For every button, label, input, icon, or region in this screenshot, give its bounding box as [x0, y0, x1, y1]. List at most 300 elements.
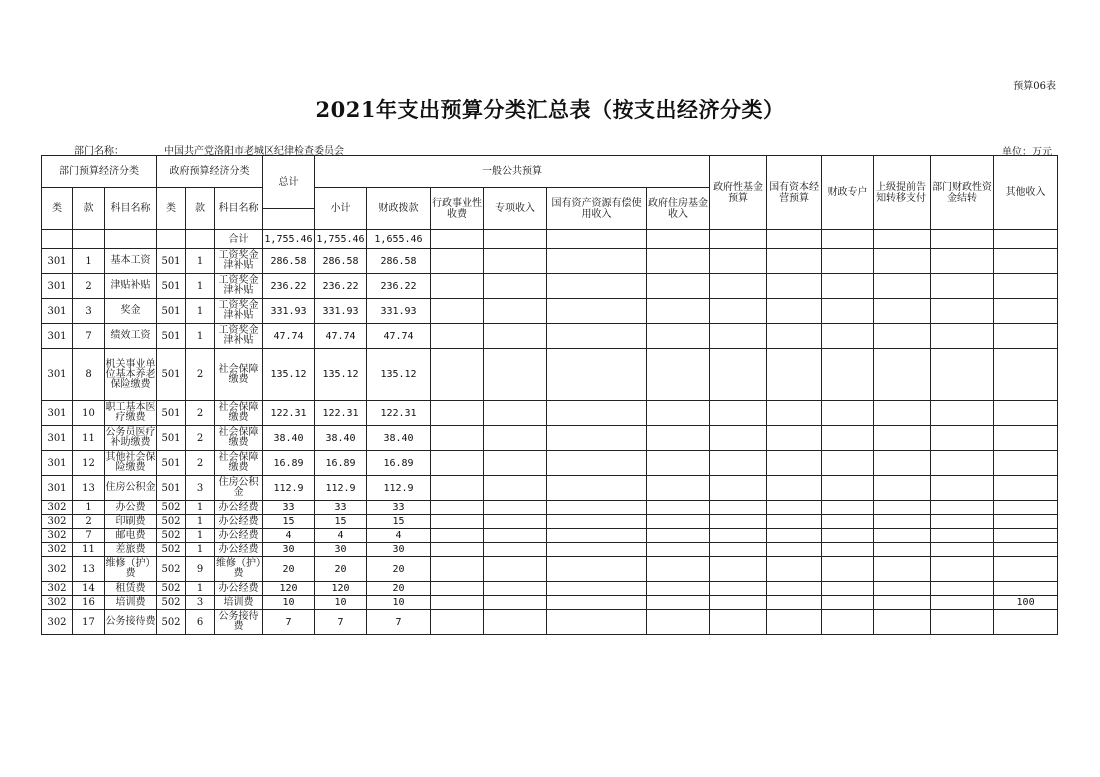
row-gov-lei: 502 — [157, 582, 186, 596]
row-empty-cell — [431, 476, 484, 501]
row-empty-cell — [874, 582, 931, 596]
row-item-name: 基本工资 — [105, 249, 157, 274]
header-housing-fund: 政府住房基金收入 — [647, 188, 710, 230]
row-empty-cell — [931, 324, 994, 349]
row-empty-cell — [874, 476, 931, 501]
row-empty-cell — [431, 324, 484, 349]
row-kuan: 2 — [73, 274, 105, 299]
row-item-name: 绩效工资 — [105, 324, 157, 349]
row-gov-lei: 501 — [157, 299, 186, 324]
row-empty-cell — [647, 349, 710, 401]
row-gov-lei: 501 — [157, 274, 186, 299]
row-empty-cell — [431, 596, 484, 610]
table-row — [42, 401, 1058, 426]
table-row — [42, 249, 1058, 274]
row-item-name: 奖金 — [105, 299, 157, 324]
table-row — [42, 582, 1058, 596]
row-kuan: 1 — [73, 249, 105, 274]
row-empty-cell — [874, 596, 931, 610]
row-subtotal: 4 — [315, 529, 367, 543]
row-empty-cell — [931, 249, 994, 274]
row-empty-cell — [431, 274, 484, 299]
header-subtotal: 小计 — [315, 188, 367, 230]
row-subtotal: 15 — [315, 515, 367, 529]
header-total: 总计 — [263, 156, 315, 209]
row-lei: 301 — [42, 249, 73, 274]
row-item-name: 印刷费 — [105, 515, 157, 529]
row-lei: 301 — [42, 476, 73, 501]
row-gov-kuan: 1 — [186, 249, 215, 274]
row-other-income — [994, 249, 1058, 274]
row-appropriation: 122.31 — [367, 401, 431, 426]
unit-label: 单位：万元 — [1002, 147, 1052, 158]
row-empty-cell — [931, 529, 994, 543]
table-row — [42, 501, 1058, 515]
row-subtotal: 236.22 — [315, 274, 367, 299]
row-subtotal: 16.89 — [315, 451, 367, 476]
row-item-name: 公务员医疗补助缴费 — [105, 426, 157, 451]
row-total: 16.89 — [263, 451, 315, 476]
row-empty-cell — [431, 451, 484, 476]
row-kuan: 17 — [73, 610, 105, 635]
row-other-income — [994, 324, 1058, 349]
row-empty-cell — [647, 451, 710, 476]
row-empty-cell — [767, 501, 822, 515]
row-empty-cell — [710, 610, 767, 635]
row-empty-cell — [484, 349, 547, 401]
table-body — [42, 230, 1058, 635]
row-empty-cell — [547, 557, 647, 582]
row-appropriation: 47.74 — [367, 324, 431, 349]
row-empty-cell — [710, 274, 767, 299]
row-total: 20 — [263, 557, 315, 582]
row-other-income — [994, 274, 1058, 299]
row-empty-cell — [484, 610, 547, 635]
row-subtotal: 47.74 — [315, 324, 367, 349]
row-kuan: 1 — [73, 501, 105, 515]
row-empty-cell — [822, 451, 874, 476]
header-gov-kuan: 款 — [186, 188, 215, 230]
row-empty-cell — [484, 324, 547, 349]
header-dept-econ: 部门预算经济分类 — [42, 156, 157, 188]
row-empty-cell — [767, 451, 822, 476]
row-kuan: 14 — [73, 582, 105, 596]
row-appropriation: 286.58 — [367, 249, 431, 274]
row-empty-cell — [547, 324, 647, 349]
row-empty-cell — [822, 582, 874, 596]
row-item-name: 差旅费 — [105, 543, 157, 557]
row-empty-cell — [647, 401, 710, 426]
row-empty-cell — [710, 501, 767, 515]
row-gov-item-name: 社会保障缴费 — [215, 401, 263, 426]
table-row — [42, 515, 1058, 529]
row-other-income — [994, 501, 1058, 515]
row-gov-lei: 501 — [157, 476, 186, 501]
row-empty-cell — [931, 274, 994, 299]
row-gov-item-name: 社会保障缴费 — [215, 349, 263, 401]
row-total: 135.12 — [263, 349, 315, 401]
row-total: 38.40 — [263, 426, 315, 451]
total-value: 1,755.46 — [263, 230, 315, 249]
row-kuan: 7 — [73, 529, 105, 543]
row-gov-kuan: 3 — [186, 596, 215, 610]
table-row — [42, 476, 1058, 501]
row-other-income — [994, 349, 1058, 401]
row-empty-cell — [874, 426, 931, 451]
row-other-income — [994, 557, 1058, 582]
row-empty-cell — [547, 476, 647, 501]
row-subtotal: 120 — [315, 582, 367, 596]
header-kuan: 款 — [73, 188, 105, 230]
row-appropriation: 16.89 — [367, 451, 431, 476]
row-empty-cell — [874, 249, 931, 274]
row-empty-cell — [874, 274, 931, 299]
row-lei: 302 — [42, 515, 73, 529]
row-appropriation: 4 — [367, 529, 431, 543]
row-empty-cell — [484, 249, 547, 274]
row-empty-cell — [767, 582, 822, 596]
row-empty-cell — [431, 543, 484, 557]
row-empty-cell — [484, 274, 547, 299]
row-empty-cell — [822, 426, 874, 451]
header-gov-fund: 政府性基金预算 — [710, 156, 767, 230]
row-subtotal: 38.40 — [315, 426, 367, 451]
row-empty-cell — [547, 451, 647, 476]
row-appropriation: 112.9 — [367, 476, 431, 501]
row-kuan: 13 — [73, 557, 105, 582]
row-lei: 302 — [42, 557, 73, 582]
row-subtotal: 112.9 — [315, 476, 367, 501]
row-empty-cell — [767, 426, 822, 451]
row-other-income — [994, 529, 1058, 543]
row-other-income — [994, 401, 1058, 426]
row-empty-cell — [874, 515, 931, 529]
row-appropriation: 331.93 — [367, 299, 431, 324]
row-empty-cell — [822, 501, 874, 515]
row-empty-cell — [822, 299, 874, 324]
row-item-name: 维修（护）费 — [105, 557, 157, 582]
row-kuan: 7 — [73, 324, 105, 349]
row-total: 112.9 — [263, 476, 315, 501]
row-appropriation: 38.40 — [367, 426, 431, 451]
row-gov-item-name: 工资奖金津补贴 — [215, 324, 263, 349]
header-lei: 类 — [42, 188, 73, 230]
row-empty-cell — [931, 451, 994, 476]
table-row — [42, 610, 1058, 635]
row-empty-cell — [647, 324, 710, 349]
row-subtotal: 331.93 — [315, 299, 367, 324]
row-gov-item-name: 社会保障缴费 — [215, 426, 263, 451]
row-subtotal: 135.12 — [315, 349, 367, 401]
row-other-income — [994, 582, 1058, 596]
row-kuan: 11 — [73, 543, 105, 557]
row-empty-cell — [822, 610, 874, 635]
row-item-name: 住房公积金 — [105, 476, 157, 501]
row-lei: 301 — [42, 451, 73, 476]
row-empty-cell — [647, 529, 710, 543]
row-empty-cell — [710, 582, 767, 596]
row-total: 236.22 — [263, 274, 315, 299]
row-empty-cell — [431, 515, 484, 529]
row-item-name: 办公费 — [105, 501, 157, 515]
row-empty-cell — [931, 476, 994, 501]
header-admin-fees: 行政事业性收费 — [431, 188, 484, 230]
row-empty-cell — [874, 501, 931, 515]
row-empty-cell — [710, 426, 767, 451]
row-empty-cell — [484, 515, 547, 529]
header-other-income: 其他收入 — [994, 156, 1058, 230]
row-gov-kuan: 1 — [186, 515, 215, 529]
row-lei: 302 — [42, 543, 73, 557]
row-gov-item-name: 工资奖金津补贴 — [215, 299, 263, 324]
row-gov-lei: 502 — [157, 543, 186, 557]
row-other-income — [994, 476, 1058, 501]
row-empty-cell — [931, 426, 994, 451]
row-other-income — [994, 451, 1058, 476]
row-appropriation: 20 — [367, 557, 431, 582]
row-other-income — [994, 299, 1058, 324]
table-row — [42, 426, 1058, 451]
table-row — [42, 529, 1058, 543]
table-row — [42, 557, 1058, 582]
row-kuan: 12 — [73, 451, 105, 476]
row-lei: 302 — [42, 582, 73, 596]
header-special-income: 专项收入 — [484, 188, 547, 230]
header-fiscal-special: 财政专户 — [822, 156, 874, 230]
row-empty-cell — [484, 582, 547, 596]
row-item-name: 其他社会保险缴费 — [105, 451, 157, 476]
row-gov-kuan: 1 — [186, 529, 215, 543]
row-empty-cell — [822, 249, 874, 274]
table-row — [42, 299, 1058, 324]
row-empty-cell — [822, 274, 874, 299]
header-state-capital: 国有资本经营预算 — [767, 156, 822, 230]
row-empty-cell — [710, 529, 767, 543]
row-empty-cell — [931, 515, 994, 529]
table-row — [42, 451, 1058, 476]
row-empty-cell — [767, 596, 822, 610]
row-appropriation: 10 — [367, 596, 431, 610]
row-lei: 302 — [42, 501, 73, 515]
row-gov-kuan: 2 — [186, 451, 215, 476]
row-empty-cell — [931, 596, 994, 610]
row-empty-cell — [547, 529, 647, 543]
row-gov-item-name: 住房公积金 — [215, 476, 263, 501]
row-empty-cell — [710, 596, 767, 610]
row-empty-cell — [431, 529, 484, 543]
row-empty-cell — [710, 249, 767, 274]
row-empty-cell — [431, 249, 484, 274]
row-empty-cell — [547, 349, 647, 401]
header-carryover: 部门财政性资金结转 — [931, 156, 994, 230]
row-gov-kuan: 1 — [186, 543, 215, 557]
row-empty-cell — [767, 543, 822, 557]
row-kuan: 13 — [73, 476, 105, 501]
row-empty-cell — [547, 596, 647, 610]
row-empty-cell — [767, 249, 822, 274]
row-empty-cell — [647, 501, 710, 515]
row-empty-cell — [767, 349, 822, 401]
row-empty-cell — [767, 529, 822, 543]
row-empty-cell — [874, 299, 931, 324]
row-empty-cell — [931, 299, 994, 324]
row-gov-item-name: 公务接待费 — [215, 610, 263, 635]
row-gov-kuan: 2 — [186, 426, 215, 451]
row-lei: 301 — [42, 401, 73, 426]
row-gov-lei: 502 — [157, 610, 186, 635]
header-total-spacer — [263, 209, 315, 230]
table-row — [42, 596, 1058, 610]
row-empty-cell — [874, 401, 931, 426]
row-empty-cell — [710, 451, 767, 476]
row-empty-cell — [547, 610, 647, 635]
row-total: 286.58 — [263, 249, 315, 274]
row-empty-cell — [484, 529, 547, 543]
row-empty-cell — [484, 501, 547, 515]
row-kuan: 10 — [73, 401, 105, 426]
row-empty-cell — [931, 557, 994, 582]
row-gov-lei: 501 — [157, 426, 186, 451]
row-empty-cell — [710, 543, 767, 557]
row-appropriation: 33 — [367, 501, 431, 515]
row-empty-cell — [647, 596, 710, 610]
header-gov-econ: 政府预算经济分类 — [157, 156, 263, 188]
table-row — [42, 543, 1058, 557]
row-appropriation: 30 — [367, 543, 431, 557]
row-gov-kuan: 1 — [186, 324, 215, 349]
row-empty-cell — [431, 401, 484, 426]
row-empty-cell — [874, 610, 931, 635]
row-empty-cell — [484, 543, 547, 557]
row-lei: 302 — [42, 529, 73, 543]
row-empty-cell — [767, 610, 822, 635]
row-empty-cell — [647, 582, 710, 596]
row-subtotal: 33 — [315, 501, 367, 515]
total-subtotal: 1,755.46 — [315, 230, 367, 249]
row-subtotal: 286.58 — [315, 249, 367, 274]
row-empty-cell — [647, 426, 710, 451]
row-other-income — [994, 610, 1058, 635]
row-empty-cell — [431, 299, 484, 324]
row-empty-cell — [767, 557, 822, 582]
row-empty-cell — [931, 582, 994, 596]
row-empty-cell — [822, 324, 874, 349]
row-empty-cell — [547, 401, 647, 426]
row-gov-kuan: 1 — [186, 501, 215, 515]
row-empty-cell — [931, 401, 994, 426]
row-empty-cell — [647, 274, 710, 299]
row-empty-cell — [547, 249, 647, 274]
row-subtotal: 10 — [315, 596, 367, 610]
department-value: 中国共产党洛阳市老城区纪律检查委员会 — [164, 146, 344, 157]
row-empty-cell — [647, 249, 710, 274]
header-general-budget: 一般公共预算 — [315, 156, 710, 188]
row-gov-item-name: 办公经费 — [215, 543, 263, 557]
row-empty-cell — [767, 476, 822, 501]
row-empty-cell — [647, 543, 710, 557]
row-empty-cell — [767, 324, 822, 349]
row-gov-item-name: 工资奖金津补贴 — [215, 274, 263, 299]
row-empty-cell — [931, 543, 994, 557]
row-empty-cell — [874, 324, 931, 349]
row-lei: 302 — [42, 610, 73, 635]
row-empty-cell — [547, 543, 647, 557]
header-superior-transfer: 上级提前告知转移支付 — [874, 156, 931, 230]
row-other-income — [994, 543, 1058, 557]
row-gov-lei: 502 — [157, 501, 186, 515]
row-empty-cell — [710, 324, 767, 349]
row-total: 30 — [263, 543, 315, 557]
header-item-name: 科目名称 — [105, 188, 157, 230]
row-empty-cell — [874, 557, 931, 582]
row-empty-cell — [484, 299, 547, 324]
row-empty-cell — [822, 596, 874, 610]
row-gov-lei: 502 — [157, 529, 186, 543]
row-gov-kuan: 2 — [186, 349, 215, 401]
row-empty-cell — [484, 426, 547, 451]
row-item-name: 租赁费 — [105, 582, 157, 596]
row-subtotal: 30 — [315, 543, 367, 557]
row-item-name: 邮电费 — [105, 529, 157, 543]
row-item-name: 机关事业单位基本养老保险缴费 — [105, 349, 157, 401]
row-empty-cell — [822, 401, 874, 426]
row-empty-cell — [431, 582, 484, 596]
row-empty-cell — [647, 557, 710, 582]
page-title: 2021年支出预算分类汇总表（按支出经济分类） — [315, 97, 785, 122]
row-empty-cell — [431, 349, 484, 401]
total-appropriation: 1,655.46 — [367, 230, 431, 249]
row-gov-item-name: 办公经费 — [215, 501, 263, 515]
row-empty-cell — [484, 451, 547, 476]
row-empty-cell — [874, 543, 931, 557]
row-empty-cell — [822, 543, 874, 557]
total-row — [42, 230, 1058, 249]
department-label: 部门名称： — [74, 146, 124, 157]
row-empty-cell — [647, 299, 710, 324]
row-lei: 301 — [42, 324, 73, 349]
row-empty-cell — [822, 349, 874, 401]
row-kuan: 11 — [73, 426, 105, 451]
row-gov-kuan: 6 — [186, 610, 215, 635]
budget-table — [41, 155, 1058, 635]
row-gov-lei: 501 — [157, 451, 186, 476]
row-empty-cell — [431, 610, 484, 635]
row-lei: 301 — [42, 274, 73, 299]
row-kuan: 8 — [73, 349, 105, 401]
row-gov-item-name: 办公经费 — [215, 582, 263, 596]
row-gov-lei: 501 — [157, 401, 186, 426]
row-empty-cell — [822, 515, 874, 529]
row-empty-cell — [547, 274, 647, 299]
table-row — [42, 274, 1058, 299]
row-empty-cell — [767, 401, 822, 426]
row-gov-kuan: 3 — [186, 476, 215, 501]
row-total: 122.31 — [263, 401, 315, 426]
row-gov-kuan: 1 — [186, 582, 215, 596]
total-label: 合计 — [215, 230, 263, 249]
header-gov-item-name: 科目名称 — [215, 188, 263, 230]
row-subtotal: 20 — [315, 557, 367, 582]
row-empty-cell — [431, 557, 484, 582]
row-appropriation: 135.12 — [367, 349, 431, 401]
header-appropriation: 财政拨款 — [367, 188, 431, 230]
form-number: 预算06表 — [1013, 81, 1056, 92]
row-kuan: 16 — [73, 596, 105, 610]
row-item-name: 培训费 — [105, 596, 157, 610]
row-gov-item-name: 办公经费 — [215, 515, 263, 529]
row-empty-cell — [547, 501, 647, 515]
row-gov-lei: 501 — [157, 349, 186, 401]
